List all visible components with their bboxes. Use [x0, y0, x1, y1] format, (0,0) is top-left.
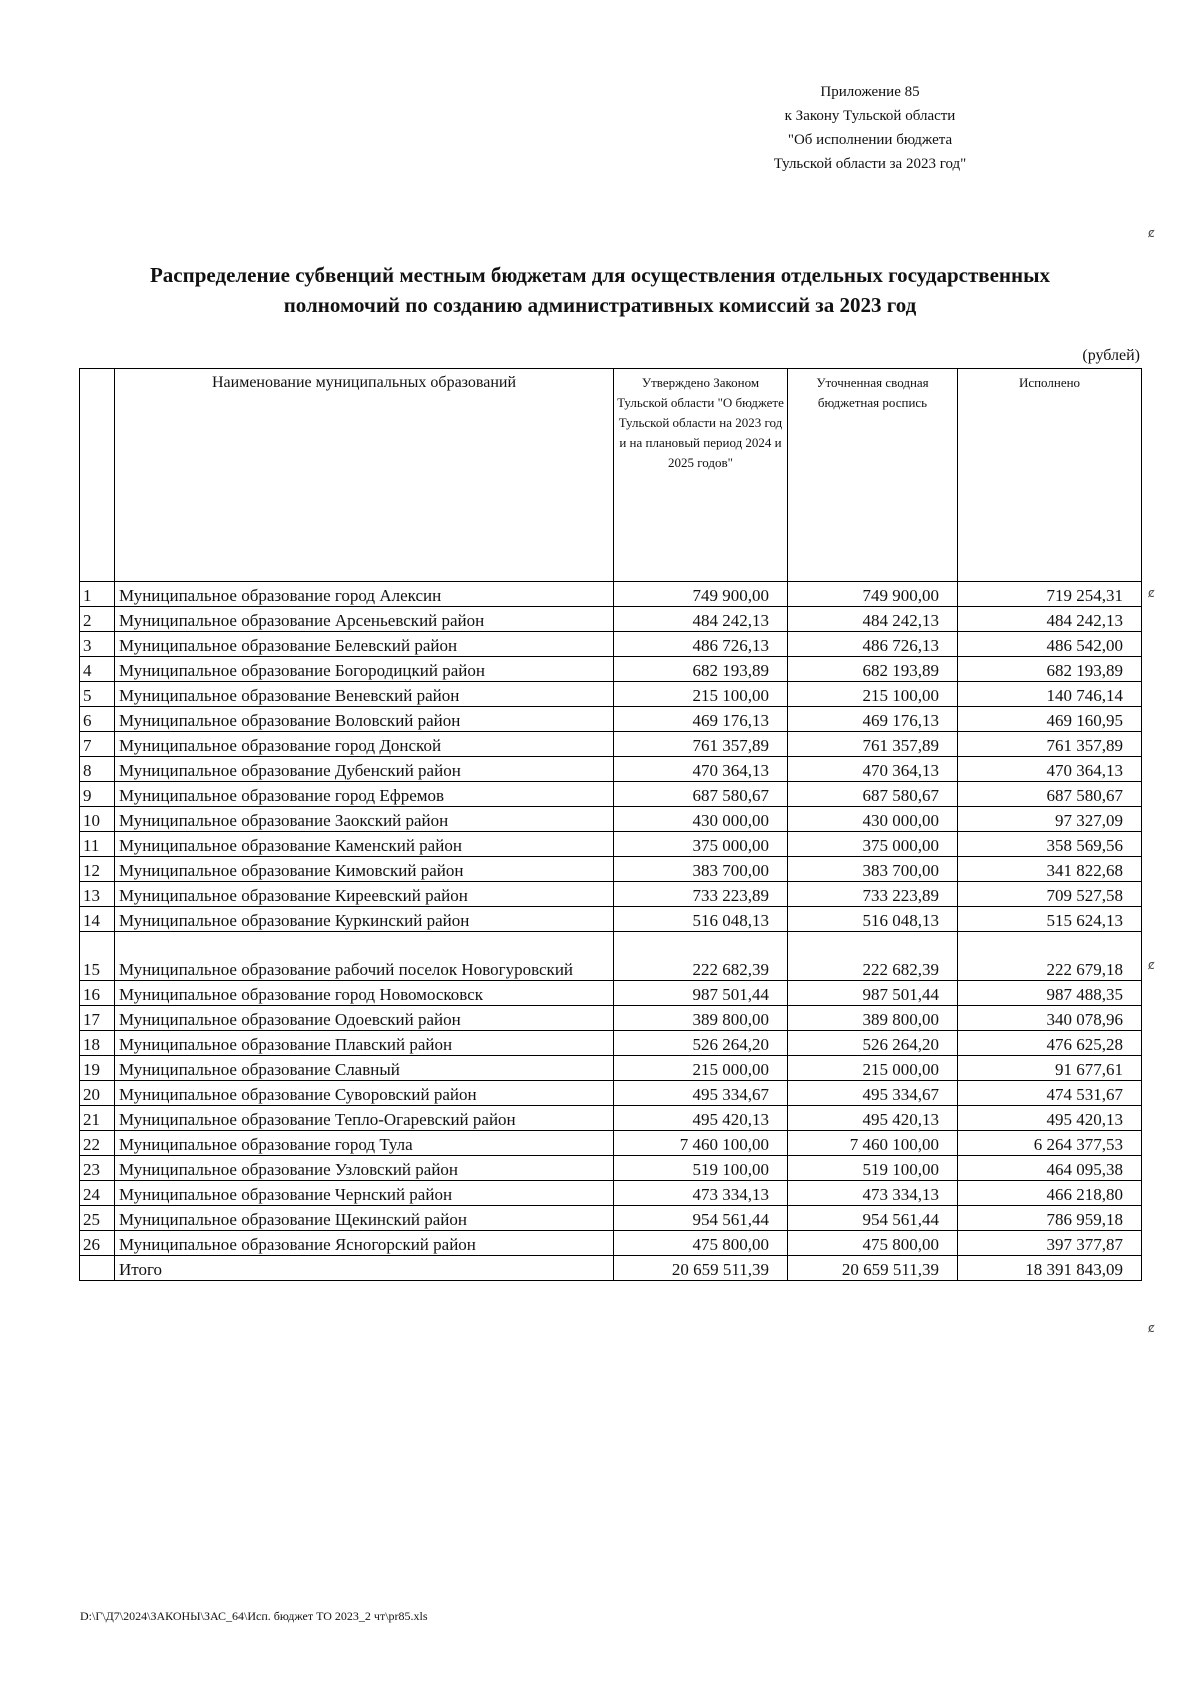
total-label: Итого: [115, 1256, 614, 1281]
row-number: 18: [80, 1031, 115, 1056]
row-number: 15: [80, 932, 115, 981]
row-executed: 470 364,13: [958, 757, 1142, 782]
row-refined: 484 242,13: [788, 607, 958, 632]
table-row: [80, 1031, 1142, 1056]
row-executed: 495 420,13: [958, 1106, 1142, 1131]
row-executed: 341 822,68: [958, 857, 1142, 882]
row-name: Муниципальное образование город Донской: [115, 732, 614, 757]
table-row: [80, 1006, 1142, 1031]
row-executed: 515 624,13: [958, 907, 1142, 932]
row-executed: 469 160,95: [958, 707, 1142, 732]
total-row: [80, 1256, 1142, 1281]
row-number: 8: [80, 757, 115, 782]
row-number: 2: [80, 607, 115, 632]
row-executed: 6 264 377,53: [958, 1131, 1142, 1156]
header-num-cell: [80, 369, 115, 582]
row-number: 24: [80, 1181, 115, 1206]
row-refined: 389 800,00: [788, 1006, 958, 1031]
units-label: (рублей): [1082, 347, 1140, 364]
scan-mark-icon: ȼ: [1148, 1321, 1155, 1335]
table-row: [80, 1231, 1142, 1256]
total-approved: 20 659 511,39: [614, 1256, 788, 1281]
row-name: Муниципальное образование Дубенский район: [115, 757, 614, 782]
header-refined: Уточненная сводная бюджетная роспись: [788, 369, 958, 582]
row-refined: 495 334,67: [788, 1081, 958, 1106]
row-approved: 486 726,13: [614, 632, 788, 657]
row-name: Муниципальное образование город Тула: [115, 1131, 614, 1156]
row-name: Муниципальное образование Ясногорский район: [115, 1231, 614, 1256]
total-num-cell: [80, 1256, 115, 1281]
row-name: Муниципальное образование Славный: [115, 1056, 614, 1081]
row-executed: 687 580,67: [958, 782, 1142, 807]
row-number: 9: [80, 782, 115, 807]
row-executed: 474 531,67: [958, 1081, 1142, 1106]
row-refined: 526 264,20: [788, 1031, 958, 1056]
table-row: [80, 882, 1142, 907]
row-executed: 484 242,13: [958, 607, 1142, 632]
row-refined: 733 223,89: [788, 882, 958, 907]
row-name: Муниципальное образование Тепло-Огаревский район: [115, 1106, 614, 1131]
row-number: 26: [80, 1231, 115, 1256]
row-name: Муниципальное образование Куркинский район: [115, 907, 614, 932]
table-row: [80, 657, 1142, 682]
row-executed: 987 488,35: [958, 981, 1142, 1006]
row-approved: 687 580,67: [614, 782, 788, 807]
row-number: 12: [80, 857, 115, 882]
table-row: [80, 682, 1142, 707]
row-number: 13: [80, 882, 115, 907]
row-number: 23: [80, 1156, 115, 1181]
row-refined: 215 000,00: [788, 1056, 958, 1081]
row-name: Муниципальное образование Каменский район: [115, 832, 614, 857]
row-number: 6: [80, 707, 115, 732]
row-refined: 473 334,13: [788, 1181, 958, 1206]
row-refined: 954 561,44: [788, 1206, 958, 1231]
row-number: 5: [80, 682, 115, 707]
row-name: Муниципальное образование Узловский район: [115, 1156, 614, 1181]
scan-mark-icon: ȼ: [1148, 586, 1155, 600]
row-refined: 761 357,89: [788, 732, 958, 757]
row-approved: 430 000,00: [614, 807, 788, 832]
row-executed: 464 095,38: [958, 1156, 1142, 1181]
row-number: 14: [80, 907, 115, 932]
row-approved: 519 100,00: [614, 1156, 788, 1181]
appendix-line-4: Тульской области за 2023 год": [773, 156, 967, 172]
row-name: Муниципальное образование Богородицкий район: [115, 657, 614, 682]
row-number: 21: [80, 1106, 115, 1131]
row-approved: 749 900,00: [614, 582, 788, 607]
row-name: Муниципальное образование рабочий поселок Новогуровский: [115, 932, 614, 981]
row-name: Муниципальное образование Суворовский район: [115, 1081, 614, 1106]
row-executed: 358 569,56: [958, 832, 1142, 857]
appendix-line-1: Приложение 85: [820, 84, 920, 100]
subventions-table: [79, 368, 1142, 1281]
table-row: [80, 932, 1142, 981]
table-row: [80, 582, 1142, 607]
table-row: [80, 1081, 1142, 1106]
row-number: 20: [80, 1081, 115, 1106]
row-refined: 495 420,13: [788, 1106, 958, 1131]
row-approved: 222 682,39: [614, 932, 788, 981]
row-approved: 469 176,13: [614, 707, 788, 732]
row-approved: 383 700,00: [614, 857, 788, 882]
table-row: [80, 807, 1142, 832]
row-approved: 495 420,13: [614, 1106, 788, 1131]
row-approved: 484 242,13: [614, 607, 788, 632]
header-approved: Утверждено Законом Тульской области "О бюджете Тульской области на 2023 год и на плановый период 2024 и 2025 годов": [614, 369, 788, 582]
table-row: [80, 632, 1142, 657]
row-refined: 749 900,00: [788, 582, 958, 607]
row-name: Муниципальное образование Воловский район: [115, 707, 614, 732]
row-executed: 719 254,31: [958, 582, 1142, 607]
row-name: Муниципальное образование Щекинский район: [115, 1206, 614, 1231]
title-line-1: Распределение субвенций местным бюджетам для осуществления отдельных государственных: [149, 263, 1051, 287]
row-approved: 215 000,00: [614, 1056, 788, 1081]
table-header-row: [80, 369, 1142, 582]
row-number: 25: [80, 1206, 115, 1231]
row-approved: 495 334,67: [614, 1081, 788, 1106]
table-row: [80, 607, 1142, 632]
appendix-block: [740, 80, 1000, 176]
header-executed: Исполнено: [958, 369, 1142, 582]
row-approved: 954 561,44: [614, 1206, 788, 1231]
table-row: [80, 1156, 1142, 1181]
row-refined: 7 460 100,00: [788, 1131, 958, 1156]
file-path-footer: D:\Г\Д7\2024\ЗАКОНЫ\ЗАС_64\Исп. бюджет ТО 2023_2 чт\pr85.xls: [80, 1609, 428, 1623]
row-refined: 682 193,89: [788, 657, 958, 682]
row-executed: 397 377,87: [958, 1231, 1142, 1256]
row-approved: 375 000,00: [614, 832, 788, 857]
table-row: [80, 1056, 1142, 1081]
row-refined: 475 800,00: [788, 1231, 958, 1256]
row-executed: 761 357,89: [958, 732, 1142, 757]
row-name: Муниципальное образование Киреевский район: [115, 882, 614, 907]
row-approved: 473 334,13: [614, 1181, 788, 1206]
row-refined: 486 726,13: [788, 632, 958, 657]
row-name: Муниципальное образование Веневский район: [115, 682, 614, 707]
table-row: [80, 782, 1142, 807]
row-number: 22: [80, 1131, 115, 1156]
document-title: [100, 260, 1100, 320]
row-executed: 340 078,96: [958, 1006, 1142, 1031]
row-number: 11: [80, 832, 115, 857]
row-executed: 222 679,18: [958, 932, 1142, 981]
row-number: 3: [80, 632, 115, 657]
table-row: [80, 1131, 1142, 1156]
row-name: Муниципальное образование город Новомосковск: [115, 981, 614, 1006]
row-number: 17: [80, 1006, 115, 1031]
row-name: Муниципальное образование Одоевский район: [115, 1006, 614, 1031]
row-approved: 682 193,89: [614, 657, 788, 682]
table-row: [80, 1181, 1142, 1206]
row-executed: 709 527,58: [958, 882, 1142, 907]
row-executed: 97 327,09: [958, 807, 1142, 832]
row-number: 10: [80, 807, 115, 832]
row-number: 19: [80, 1056, 115, 1081]
row-executed: 466 218,80: [958, 1181, 1142, 1206]
table-row: [80, 857, 1142, 882]
row-approved: 761 357,89: [614, 732, 788, 757]
table-row: [80, 981, 1142, 1006]
row-approved: 987 501,44: [614, 981, 788, 1006]
row-name: Муниципальное образование Арсеньевский район: [115, 607, 614, 632]
row-refined: 383 700,00: [788, 857, 958, 882]
table-row: [80, 757, 1142, 782]
row-approved: 475 800,00: [614, 1231, 788, 1256]
row-executed: 91 677,61: [958, 1056, 1142, 1081]
total-executed: 18 391 843,09: [958, 1256, 1142, 1281]
row-refined: 222 682,39: [788, 932, 958, 981]
row-name: Муниципальное образование Заокский район: [115, 807, 614, 832]
row-refined: 215 100,00: [788, 682, 958, 707]
row-name: Муниципальное образование Плавский район: [115, 1031, 614, 1056]
total-refined: 20 659 511,39: [788, 1256, 958, 1281]
row-refined: 469 176,13: [788, 707, 958, 732]
row-approved: 526 264,20: [614, 1031, 788, 1056]
row-name: Муниципальное образование город Алексин: [115, 582, 614, 607]
row-name: Муниципальное образование Чернский район: [115, 1181, 614, 1206]
table-row: [80, 1106, 1142, 1131]
row-name: Муниципальное образование Кимовский район: [115, 857, 614, 882]
table-row: [80, 907, 1142, 932]
table-row: [80, 732, 1142, 757]
row-executed: 486 542,00: [958, 632, 1142, 657]
row-refined: 987 501,44: [788, 981, 958, 1006]
appendix-line-2: к Закону Тульской области: [784, 108, 956, 124]
row-approved: 389 800,00: [614, 1006, 788, 1031]
row-name: Муниципальное образование город Ефремов: [115, 782, 614, 807]
header-name: Наименование муниципальных образований: [115, 369, 614, 582]
row-approved: 7 460 100,00: [614, 1131, 788, 1156]
row-number: 1: [80, 582, 115, 607]
row-executed: 140 746,14: [958, 682, 1142, 707]
row-refined: 470 364,13: [788, 757, 958, 782]
row-number: 7: [80, 732, 115, 757]
row-name: Муниципальное образование Белевский район: [115, 632, 614, 657]
row-executed: 786 959,18: [958, 1206, 1142, 1231]
row-number: 4: [80, 657, 115, 682]
scan-mark-icon: ȼ: [1148, 958, 1155, 972]
row-refined: 375 000,00: [788, 832, 958, 857]
row-refined: 516 048,13: [788, 907, 958, 932]
row-approved: 470 364,13: [614, 757, 788, 782]
row-refined: 687 580,67: [788, 782, 958, 807]
row-executed: 476 625,28: [958, 1031, 1142, 1056]
row-executed: 682 193,89: [958, 657, 1142, 682]
row-approved: 516 048,13: [614, 907, 788, 932]
scan-mark-icon: ȼ: [1148, 226, 1155, 240]
appendix-line-3: "Об исполнении бюджета: [787, 132, 953, 148]
row-approved: 215 100,00: [614, 682, 788, 707]
title-line-2: полномочий по созданию административных комиссий за 2023 год: [283, 293, 917, 317]
row-approved: 733 223,89: [614, 882, 788, 907]
row-refined: 519 100,00: [788, 1156, 958, 1181]
row-refined: 430 000,00: [788, 807, 958, 832]
table-row: [80, 1206, 1142, 1231]
table-row: [80, 832, 1142, 857]
row-number: 16: [80, 981, 115, 1006]
table-row: [80, 707, 1142, 732]
